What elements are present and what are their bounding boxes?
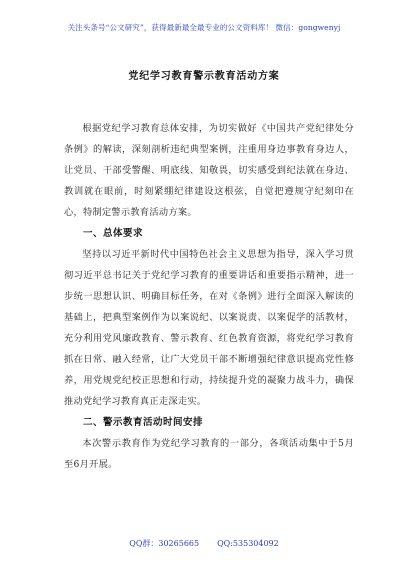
footer-contact xyxy=(0,538,408,549)
document-title: 党纪学习教育警示教育活动方案 xyxy=(128,71,280,82)
intro-paragraph: 根据党纪学习教育总体安排，为切实做好《中国共产党纪律处分条例》的解读，深刻剖析违纪典型案例，注重用身边事教育身边人，让党员、干部受警醒、明底线、知敬畏，切实感受到纪法就在身边、教训就在眼前，时刻紧绷纪律建设这根弦，自觉把遵规守纪刻印在心，特制定警示教育活动方案。 xyxy=(64,123,354,218)
general-requirements-paragraph: 坚持以习近平新时代中国特色社会主义思想为指导，深入学习贯彻习近平总书记关于党纪学习教育的重要讲话和重要指示精神，进一步统一思想认识、明确目标任务，在对《条例》进行全面深入解读的基础上，把典型案例作为以案说纪、以案说责、以案促学的活教材，充分利用党风廉政教育、警示教育、红色教育资源，将党纪学习教育抓在日常、融入经常，让广大党员干部不断增强纪律意识提高党性修养，用党规党纪校正思想和行动，持续提升党的凝聚力战斗力，确保推动党纪学习教育真正走深走实。 xyxy=(64,249,354,407)
qq-contact-number: QQ:535304092 xyxy=(217,539,279,548)
document-body xyxy=(64,118,354,475)
section-heading-general-requirements: 一、总体要求 xyxy=(83,228,144,239)
qq-group-number: QQ群：30265665 xyxy=(129,539,200,548)
schedule-paragraph: 本次警示教育作为党纪学习教育的一部分，各项活动集中于5月至6月开展。 xyxy=(64,438,354,470)
header-banner: 关注头条号“公文研究”，获得最新最全最专业的公文资料库！ 微信：gongwenyj xyxy=(67,23,341,32)
section-heading-schedule: 二、警示教育活动时间安排 xyxy=(83,417,204,428)
